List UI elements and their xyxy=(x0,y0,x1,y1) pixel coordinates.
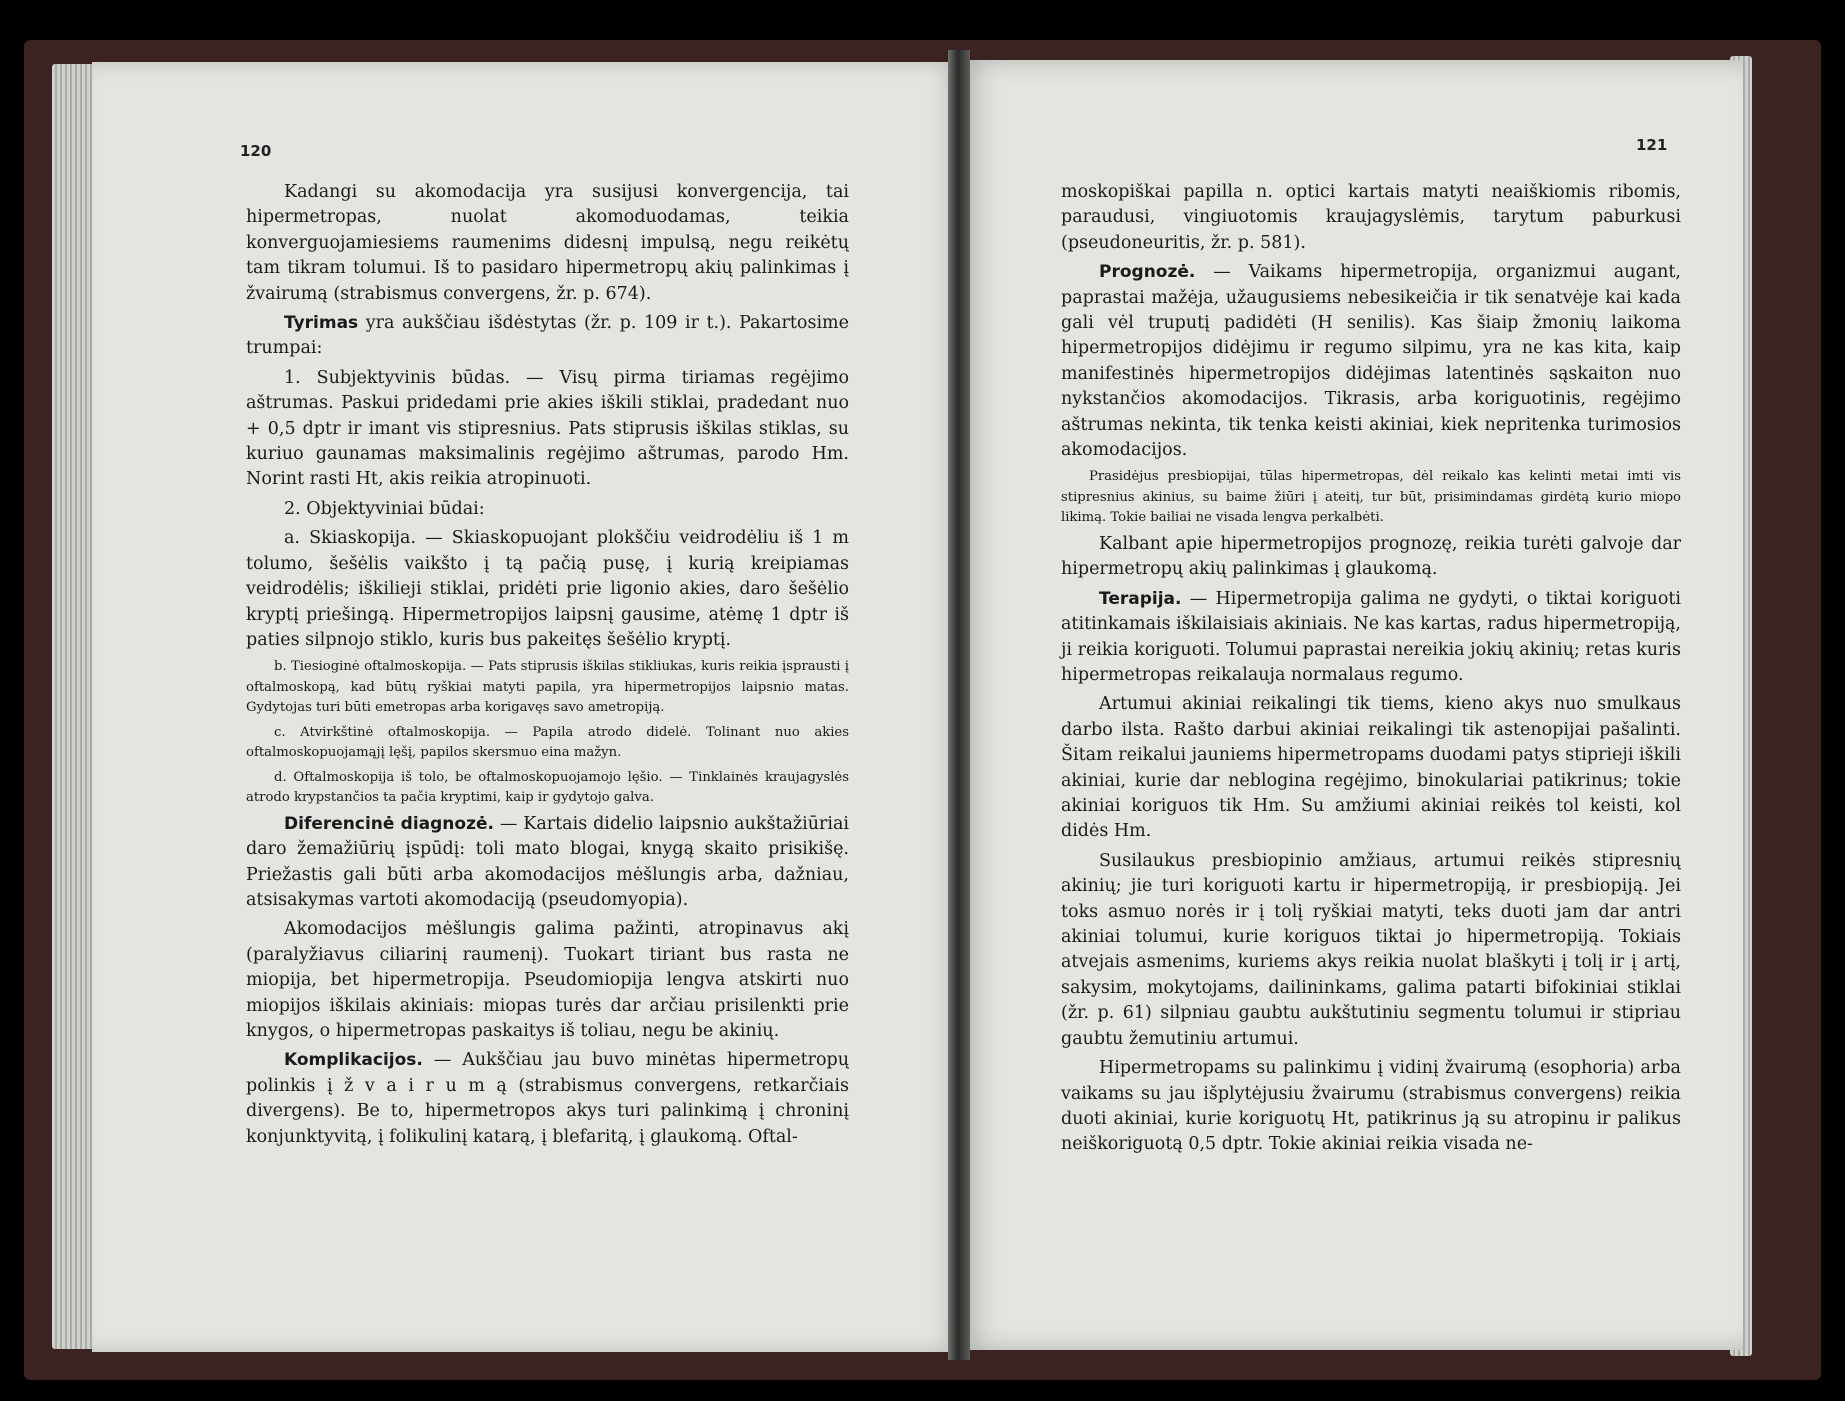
small-paragraph: d. Oftalmoskopija iš tolo, be oftalmoskopuojamojo lęšio. — Tinklainės kraujagyslės atrodo krypstančios ta pačia kryptimi, kaip ir gydytojo galva. xyxy=(246,769,849,806)
paragraph: Terapija. — Hipermetropija galima ne gydyti, o tiktai koriguoti atitinkamais iškilaisiais akiniais. Ne kas kartas, radus hipermetropiją, ji reikia koriguoti. Tolumui paprastai nereikia jokių akinių; retas kuris hipermetropas reikalauja normalaus regumo. xyxy=(1061,588,1681,685)
small-paragraph: b. Tiesioginė oftalmoskopija. — Pats stiprusis iškilas stikliukas, kuris reikia įsprausti į oftalmoskopą, kad būtų ryškiai matyti papila, yra hipermetropijos laipsnio matas. Gydytojas turi būti emetropas arba korigavęs savo ametropiją. xyxy=(246,659,849,716)
small-paragraph: Prasidėjus presbiopijai, tūlas hipermetropas, dėl reikalo kas kelinti metai imti vis stipresnius akinius, su baime žiūri į ateitį, tur būt, prisimindamas girdėtą kurio miopo likimą. Tokie bailiai ne visada lengva perkalbėti. xyxy=(1061,469,1681,526)
paragraph: 2. Objektyviniai būdai: xyxy=(284,498,485,519)
paragraph: a. Skiaskopija. — Skiaskopuojant plokščiu veidrodėliu iš 1 m tolumo, šešėlis vaikšto į tą pačią pusę, į kurią kreipiamas veidrodėlis; iškilieji stiklai, pridėti prie ligonio akies, daro šešėlio kryptį priešingą. Hipermetropijos laipsnį gausime, atėmę 1 dptr iš paties silpnojo stiklo, kuris bus pakeitęs šešėlio kryptį. xyxy=(246,528,849,650)
right-page xyxy=(958,60,1743,1350)
page-number: 120 xyxy=(240,142,272,160)
paragraph: Kadangi su akomodacija yra susijusi konvergencija, tai hipermetropas, nuolat akomoduodamas, teikia konverguojamiesiems raumenims didesnį impulsą, negu reikėtų tam tikram tolumui. Iš to pasidaro hipermetropų akių palinkimas į žvairumą (strabismus convergens, žr. p. 674). xyxy=(246,182,849,304)
paragraph: Diferencinė diagnozė. — Kartais didelio laipsnio aukštažiūriai daro žemažiūrių įspūdį: toli mato blogai, knygą skaito prisikišę. Priežastis gali būti arba akomodacijos mėšlungis arba, dažniau, atsisakymas vartoti akomodaciją (pseudomyopia). xyxy=(246,813,849,911)
paragraph: Susilaukus presbiopinio amžiaus, artumui reikės stipresnių akinių; jie turi koriguoti kartu ir hipermetropiją, ir presbiopiją. Jei toks asmuo norės ir į tolį ryškiai matyti, teks duoti jam dar antri akiniai tolumui, kurie koriguos tiktai jo hipermetropiją. Tokiais atvejais asmenims, kuriems akys reikia nuolat blaškyti į tolį ir į artį, sakysim, mokytojams, dailininkams, galima patarti bifokiniai stiklai (žr. p. 61) silpniau gaubtu aukštutiniu segmentu tolumui ir stipriau gaubtu žemutiniu artumui. xyxy=(1061,850,1681,1049)
paragraph: 1. Subjektyvinis būdas. — Visų pirma tiriamas regėjimo aštrumas. Paskui pridedami prie akies iškili stiklai, pradedant nuo + 0,5 dptr ir imant vis stipresnius. Pats stiprusis iškilas stiklas, su kuriuo gaunamas maksimalinis regėjimo aštrumas, parodo Hm. Norint rasti Ht, akis reikia atropinuoti. xyxy=(246,367,849,490)
paragraph: moskopiškai papilla n. optici kartais matyti neaiškiomis ribomis, paraudusi, vingiuotomis kraujagyslėmis, tarytum paburkusi (pseudoneuritis, žr. p. 581). xyxy=(1061,182,1681,253)
text-column xyxy=(246,180,849,1150)
small-paragraph: c. Atvirkštinė oftalmoskopija. — Papila atrodo didelė. Tolinant nuo akies oftalmoskopuojamąjį lęšį, papilos skersmuo eina mažyn. xyxy=(246,724,849,761)
paragraph: Komplikacijos. — Aukščiau jau buvo minėtas hipermetropų polinkis į ž v a i r u m ą (strabismus convergens, retkarčiais divergens). Be to, hipermetropos akys turi palinkimą į chroninį konjunktyvitą, į folikulinį katarą, į blefaritą, į glaukomą. Oftal- xyxy=(246,1050,849,1147)
paragraph: Prognozė. — Vaikams hipermetropija, organizmui augant, paprastai mažėja, užaugusiems nebesikeičia ir tik senatvėje kai kada gali vėl truputį padidėti (H senilis). Kas šiaip žmonių laikoma hipermetropijos didėjimu ir regumo silpimu, yra ne kas kita, kaip manifestinės hipermetropijos didėjimas latentinės sąskaiton nuo nykstančios akomodacijos. Tikrasis, arba koriguotinis, regėjimo aštrumas nekinta, tik tenka keisti akiniai, kiek nepritenka turimosios akomodacijos. xyxy=(1061,262,1681,461)
paragraph: Kalbant apie hipermetropijos prognozę, reikia turėti galvoje dar hipermetropų akių palinkimas į glaukomą. xyxy=(1061,533,1681,580)
left-page xyxy=(92,62,962,1352)
paragraph: Hipermetropams su palinkimu į vidinį žvairumą (esophoria) arba vaikams su jau išplytėjusiu žvairumu (strabismus convergens) reikia duoti akiniai, kurie koriguotų Ht, patikrinus ją su atropinu ir palikus neiškoriguotą 0,5 dptr. Tokie akiniai reikia visada ne- xyxy=(1061,1058,1681,1155)
paragraph: Artumui akiniai reikalingi tik tiems, kieno akys nuo smulkaus darbo ilsta. Rašto darbui akiniai reikalingi tik astenopijai pašalinti. Šitam reikalui jauniems hipermetropams duodami patys stiprieji iškili akiniai, kurie dar neblogina regėjimo, binokulariai patikrinus; tokie akiniai koriguos tik Hm. Su amžiumi akiniai reikės tol keisti, kol didės Hm. xyxy=(1061,694,1681,842)
page-number: 121 xyxy=(1636,136,1668,154)
paragraph: Tyrimas yra aukščiau išdėstytas (žr. p. 109 ir t.). Pakartosime trumpai: xyxy=(246,313,849,359)
book-gutter xyxy=(948,50,970,1360)
paragraph: Akomodacijos mėšlungis galima pažinti, atropinavus akį (paralyžiavus ciliarinį raumenį). Tuokart tiriant bus rasta ne miopija, bet hipermetropija. Pseudomiopija lengva atskirti nuo miopijos iškilais akiniais: miopas turės dar arčiau prisilenkti prie knygos, o hipermetropas paskaitys iš toliau, negu be akinių. xyxy=(246,919,849,1042)
text-column xyxy=(1061,180,1681,1158)
